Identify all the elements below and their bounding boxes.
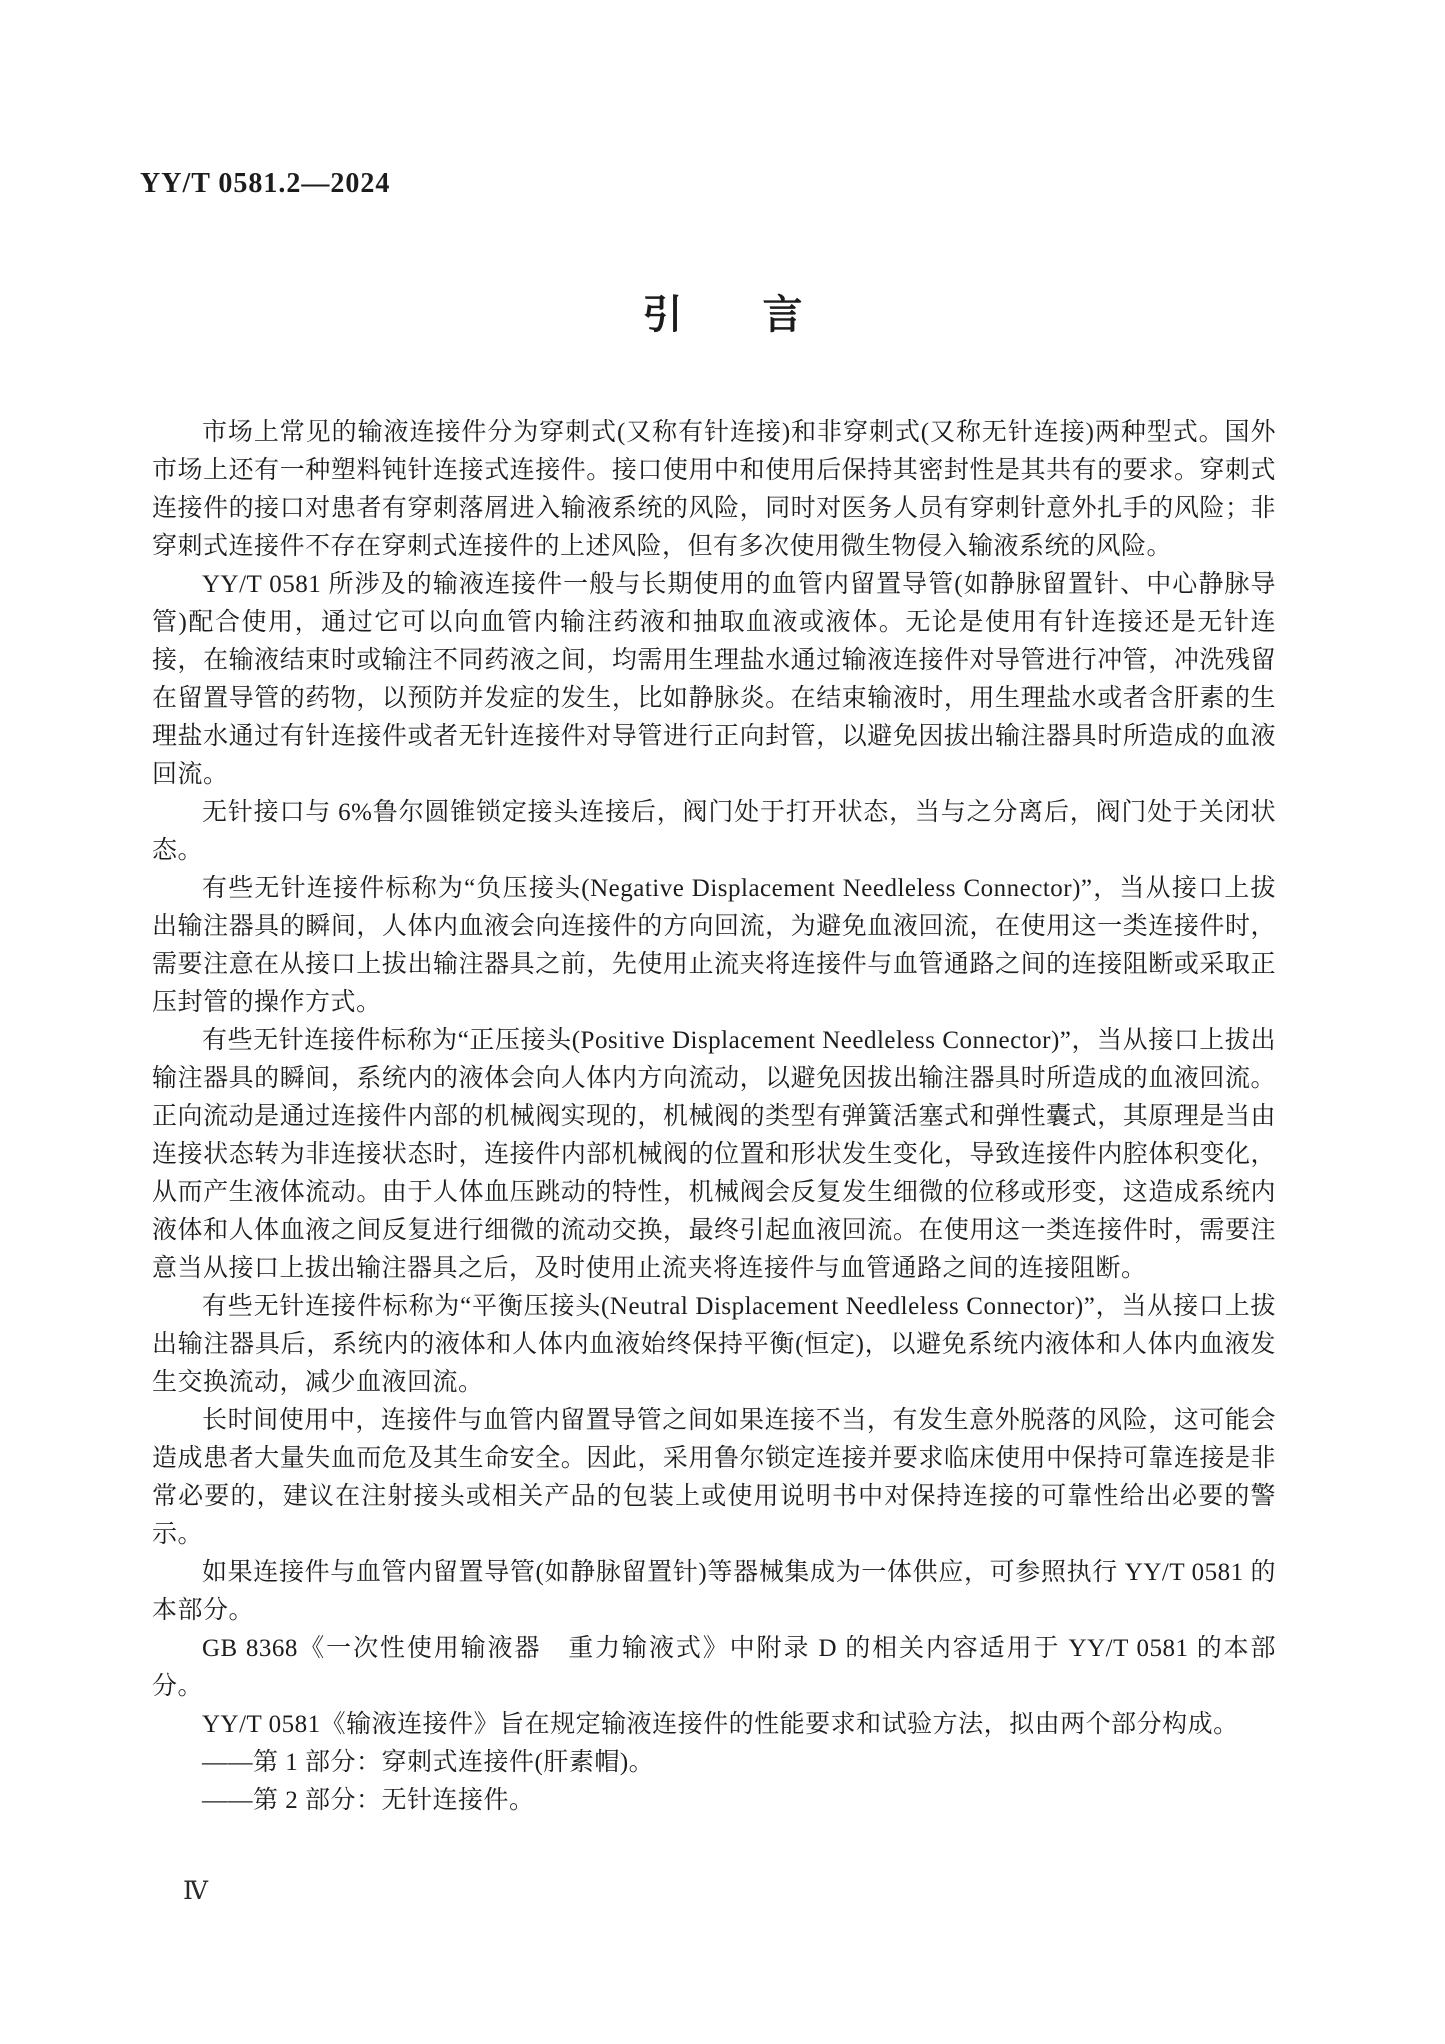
introduction-body — [152, 414, 1276, 1820]
intro-paragraph-6: 有些无针连接件标称为“平衡压接头(Neutral Displacement Needleless Connector)”，当从接口上拔出输注器具后，系统内的液体和人体内血液始终保持平衡(恒定)，以避免系统内液体和人体内血液发生交换流动，减少血液回流。 — [152, 1293, 1276, 1396]
intro-paragraph-7: 长时间使用中，连接件与血管内留置导管之间如果连接不当，有发生意外脱落的风险，这可能会造成患者大量失血而危及其生命安全。因此，采用鲁尔锁定连接并要求临床使用中保持可靠连接是非常必要的，建议在注射接头或相关产品的包装上或使用说明书中对保持连接的可靠性给出必要的警示。 — [152, 1407, 1276, 1548]
standard-number-header: YY/T 0581.2—2024 — [140, 168, 391, 199]
intro-paragraph-8: 如果连接件与血管内留置导管(如静脉留置针)等器械集成为一体供应，可参照执行 YY/T 0581 的本部分。 — [152, 1559, 1276, 1624]
part-list-item-2: ——第 2 部分：无针连接件。 — [202, 1787, 535, 1814]
intro-paragraph-2: YY/T 0581 所涉及的输液连接件一般与长期使用的血管内留置导管(如静脉留置针、中心静脉导管)配合使用，通过它可以向血管内输注药液和抽取血液或液体。无论是使用有针连接还是无针连接，在输液结束时或输注不同药液之间，均需用生理盐水通过输液连接件对导管进行冲管，冲洗残留在留置导管的药物，以预防并发症的发生，比如静脉炎。在结束输液时，用生理盐水或者含肝素的生理盐水通过有针连接件或者无针连接件对导管进行正向封管，以避免因拔出输注器具时所造成的血液回流。 — [152, 571, 1276, 788]
intro-paragraph-10: YY/T 0581《输液连接件》旨在规定输液连接件的性能要求和试验方法，拟由两个部分构成。 — [202, 1711, 1239, 1738]
intro-paragraph-5: 有些无针连接件标称为“正压接头(Positive Displacement Needleless Connector)”，当从接口上拔出输注器具的瞬间，系统内的液体会向人体内方向流动，以避免因拔出输注器具时所造成的血液回流。正向流动是通过连接件内部的机械阀实现的，机械阀的类型有弹簧活塞式和弹性囊式，其原理是当由连接状态转为非连接状态时，连接件内部机械阀的位置和形状发生变化，导致连接件内腔体积变化，从而产生液体流动。由于人体血压跳动的特性，机械阀会反复发生细微的位移或形变，这造成系统内液体和人体血液之间反复进行细微的流动交换，最终引起血液回流。在使用这一类连接件时，需要注意当从接口上拔出输注器具之后，及时使用止流夹将连接件与血管通路之间的连接阻断。 — [152, 1027, 1276, 1282]
intro-paragraph-3: 无针接口与 6%鲁尔圆锥锁定接头连接后，阀门处于打开状态，当与之分离后，阀门处于关闭状态。 — [152, 799, 1276, 864]
part-list-item-1: ——第 1 部分：穿刺式连接件(肝素帽)。 — [202, 1749, 655, 1776]
page-title: 引 言 — [642, 293, 803, 337]
intro-paragraph-1: 市场上常见的输液连接件分为穿刺式(又称有针连接)和非穿刺式(又称无针连接)两种型式。国外市场上还有一种塑料钝针连接式连接件。接口使用中和使用后保持其密封性是其共有的要求。穿刺式连接件的接口对患者有穿刺落屑进入输液系统的风险，同时对医务人员有穿刺针意外扎手的风险；非穿刺式连接件不存在穿刺式连接件的上述风险，但有多次使用微生物侵入输液系统的风险。 — [152, 419, 1276, 560]
page-number: Ⅳ — [183, 1878, 208, 1905]
intro-paragraph-9: GB 8368《一次性使用输液器 重力输液式》中附录 D 的相关内容适用于 YY/T 0581 的本部分。 — [152, 1635, 1276, 1700]
intro-paragraph-4: 有些无针连接件标称为“负压接头(Negative Displacement Needleless Connector)”，当从接口上拔出输注器具的瞬间，人体内血液会向连接件的方向回流，为避免血液回流，在使用这一类连接件时，需要注意在从接口上拔出输注器具之前，先使用止流夹将连接件与血管通路之间的连接阻断或采取正压封管的操作方式。 — [152, 875, 1276, 1016]
